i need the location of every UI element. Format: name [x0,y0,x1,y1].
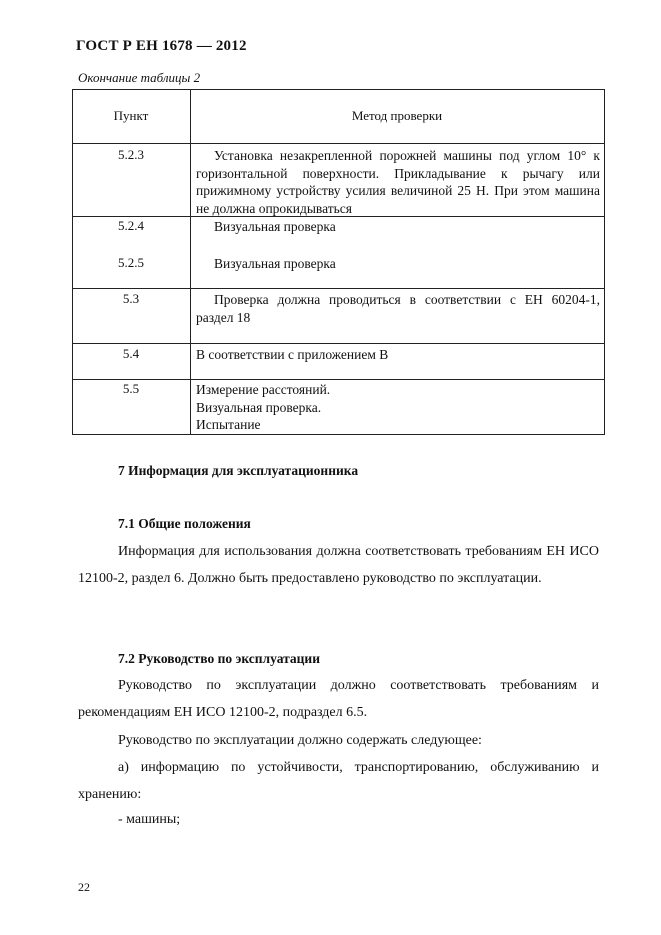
paragraph-text: Информация для использования должна соответствовать требованиям ЕН ИСО 12100-2, раздел 6. Должно быть предоставлено руководство по эксплуатации. [78,544,599,586]
paragraph [78,673,599,726]
page-number: 22 [78,880,90,894]
table-border-right [604,89,605,435]
table-cell-method: Установка незакрепленной порожней машины под углом 10° к горизонтальной поверхности. Прикладывание к рычагу или прижимному устройству усилия величиной 25 Н. При этом машина не должна опрокидываться [196,148,600,216]
table-cell-method [196,381,600,434]
method-line: Измерение расстояний. [196,382,331,397]
table-cell-method: В соответствии с приложением В [196,347,389,362]
table-column-rule [190,89,191,435]
list-item: - машины; [118,812,181,827]
table-border-bottom [72,434,605,435]
table-cell-item: 5.4 [122,346,140,361]
method-line: Испытание [196,417,261,432]
table-cell-method: Проверка должна проводиться в соответствии с ЕН 60204-1, раздел 18 [196,292,600,325]
paragraph [78,755,599,808]
column-header-method: Метод проверки [351,108,443,123]
method-line: Визуальная проверка. [196,399,322,415]
table-header-rule [72,143,605,144]
subsection-heading: 7.1 Общие положения [118,516,251,531]
table-row-rule [72,379,605,380]
table-cell-item: 5.2.3 [118,147,144,162]
subsection-heading: 7.2 Руководство по эксплуатации [118,651,320,666]
column-header-item: Пункт [113,108,149,123]
table-cell-item: 5.2.4 [118,218,144,233]
table-row-rule [72,288,605,289]
paragraph [78,539,599,592]
document-header: ГОСТ Р ЕН 1678 — 2012 [76,38,247,54]
table-caption: Окончание таблицы 2 [78,70,201,85]
table-cell-method: Визуальная проверка [214,256,336,271]
table-border-top [72,89,605,90]
table-cell-item: 5.3 [122,291,140,306]
list-item: а) информацию по устойчивости, транспортированию, обслуживанию и хранению: [78,760,599,802]
paragraph-text: Руководство по эксплуатации должно содержать следующее: [118,733,482,748]
paragraph-text: Руководство по эксплуатации должно соответствовать требованиям и рекомендациям ЕН ИСО 12100-2, подраздел 6.5. [78,678,599,720]
section-heading: 7 Информация для эксплуатационника [118,463,359,478]
table-cell-item: 5.2.5 [118,255,144,270]
table-row-rule [72,343,605,344]
table-cell-method: Визуальная проверка [214,219,336,234]
table-cell-item: 5.5 [122,381,140,396]
